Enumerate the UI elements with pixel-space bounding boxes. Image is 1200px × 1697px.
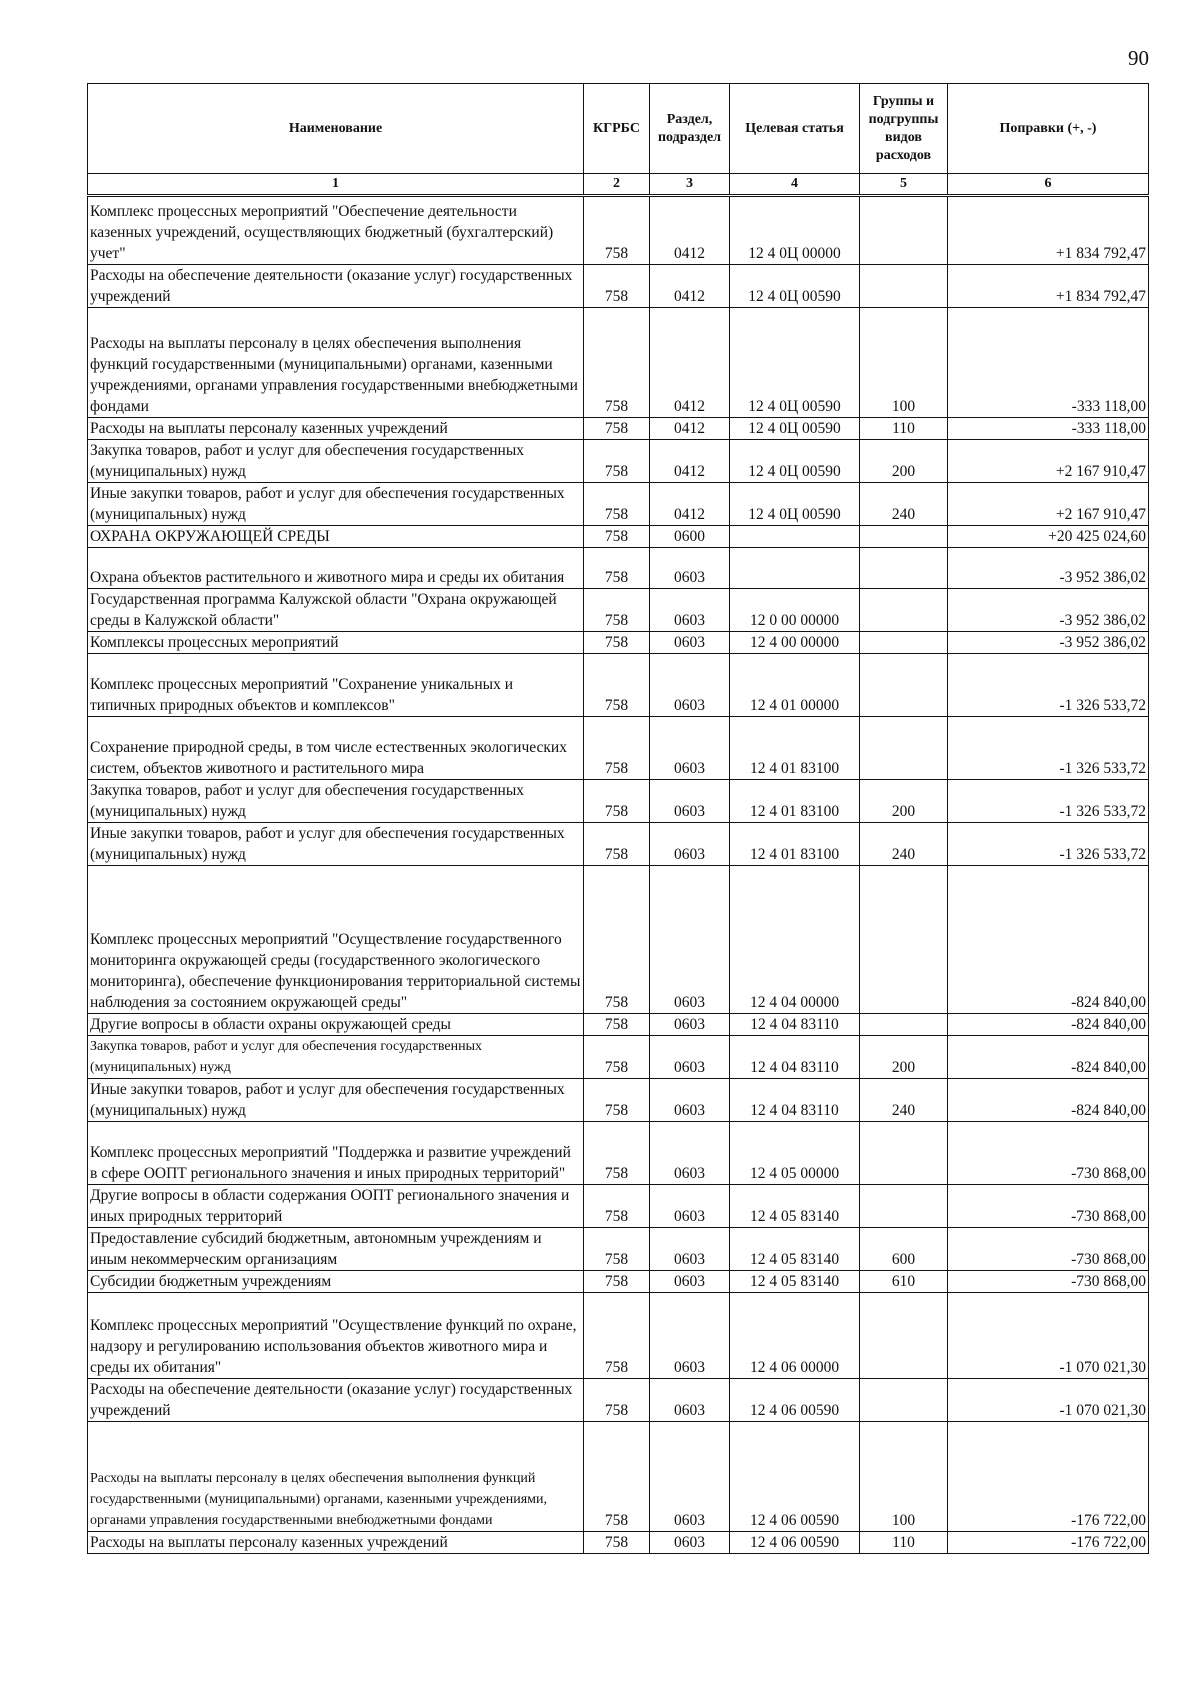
budget-amendments-table [87,83,1149,1554]
table-row [88,1014,1149,1036]
table-row [88,780,1149,823]
row-razdel-cell: 0603 [650,866,730,1014]
row-name-cell: Комплекс процессных мероприятий "Осуществление государственного мониторинга окружающей среды (государственного экологического мониторинга), обеспечение функционирования территориальной системы наблюдения за состоянием окружающей среды" [88,866,584,1014]
row-amount-cell: -176 722,00 [948,1422,1149,1532]
row-group-cell [860,1014,948,1036]
row-amount-cell: -3 952 386,02 [948,632,1149,654]
row-amount-cell: -730 868,00 [948,1271,1149,1293]
table-row [88,526,1149,548]
row-target-cell: 12 0 00 00000 [730,589,860,632]
row-amount-cell: +20 425 024,60 [948,526,1149,548]
table-row [88,265,1149,308]
row-group-cell: 200 [860,780,948,823]
table-row [88,1079,1149,1122]
row-target-cell: 12 4 06 00590 [730,1532,860,1554]
row-name-cell: Комплексы процессных мероприятий [88,632,584,654]
row-kgrbs-cell: 758 [584,1532,650,1554]
row-name-cell: Расходы на выплаты персоналу казенных учреждений [88,1532,584,1554]
row-amount-cell: -3 952 386,02 [948,589,1149,632]
row-amount-cell: -730 868,00 [948,1185,1149,1228]
row-group-cell [860,265,948,308]
table-row [88,589,1149,632]
row-razdel-cell: 0603 [650,1122,730,1185]
row-name-cell: Сохранение природной среды, в том числе естественных экологических систем, объектов животного и растительного мира [88,717,584,780]
row-group-cell [860,1185,948,1228]
row-razdel-cell: 0412 [650,418,730,440]
row-group-cell [860,654,948,717]
row-razdel-cell: 0603 [650,589,730,632]
row-razdel-cell: 0603 [650,654,730,717]
row-name-cell: Расходы на выплаты персоналу в целях обеспечения выполнения функций государственными (муниципальными) органами, казенными учреждениями, органами управления государственными внебюджетными фондами [88,308,584,418]
row-name-cell: Другие вопросы в области охраны окружающей среды [88,1014,584,1036]
row-razdel-cell: 0412 [650,308,730,418]
row-razdel-cell: 0603 [650,1271,730,1293]
row-kgrbs-cell: 758 [584,483,650,526]
table-row [88,418,1149,440]
row-amount-cell: -824 840,00 [948,1014,1149,1036]
row-name-cell: Комплекс процессных мероприятий "Поддержка и развитие учреждений в сфере ООПТ регионального значения и иных природных территорий" [88,1122,584,1185]
row-kgrbs-cell: 758 [584,196,650,265]
row-target-cell: 12 4 04 83110 [730,1079,860,1122]
row-amount-cell: -1 326 533,72 [948,717,1149,780]
col-header-kgrbs: КГРБС [584,84,650,174]
row-amount-cell: -333 118,00 [948,418,1149,440]
page-number: 90 [1128,46,1149,70]
row-target-cell: 12 4 01 83100 [730,823,860,866]
table-row [88,866,1149,1014]
table-row [88,654,1149,717]
row-group-cell: 610 [860,1271,948,1293]
row-razdel-cell: 0412 [650,265,730,308]
row-kgrbs-cell: 758 [584,1036,650,1079]
row-group-cell: 240 [860,1079,948,1122]
row-amount-cell: -333 118,00 [948,308,1149,418]
row-razdel-cell: 0603 [650,1532,730,1554]
row-amount-cell: -3 952 386,02 [948,548,1149,589]
row-razdel-cell: 0603 [650,823,730,866]
row-target-cell: 12 4 05 83140 [730,1228,860,1271]
row-kgrbs-cell: 758 [584,548,650,589]
column-number-row [88,174,1149,196]
row-razdel-cell: 0603 [650,780,730,823]
row-group-cell [860,1293,948,1379]
table-row [88,1293,1149,1379]
row-kgrbs-cell: 758 [584,265,650,308]
row-name-cell: Комплекс процессных мероприятий "Сохранение уникальных и типичных природных объектов и комплексов" [88,654,584,717]
col-header-groups: Группы и подгруппы видов расходов [860,84,948,174]
row-group-cell [860,526,948,548]
col-header-name: Наименование [88,84,584,174]
row-group-cell: 600 [860,1228,948,1271]
row-name-cell: Субсидии бюджетным учреждениям [88,1271,584,1293]
row-group-cell [860,589,948,632]
row-name-cell: Комплекс процессных мероприятий "Осуществление функций по охране, надзору и регулированию использования объектов животного мира и среды их обитания" [88,1293,584,1379]
row-kgrbs-cell: 758 [584,526,650,548]
row-name-cell: Охрана объектов растительного и животного мира и среды их обитания [88,548,584,589]
table-row [88,308,1149,418]
row-target-cell: 12 4 0Ц 00590 [730,418,860,440]
row-amount-cell: +1 834 792,47 [948,265,1149,308]
row-target-cell: 12 4 06 00590 [730,1379,860,1422]
row-target-cell: 12 4 0Ц 00590 [730,440,860,483]
row-group-cell [860,717,948,780]
row-kgrbs-cell: 758 [584,1185,650,1228]
row-name-cell: Иные закупки товаров, работ и услуг для обеспечения государственных (муниципальных) нужд [88,823,584,866]
row-group-cell [860,196,948,265]
row-razdel-cell: 0603 [650,632,730,654]
col-number: 2 [584,174,650,196]
row-name-cell: Расходы на обеспечение деятельности (оказание услуг) государственных учреждений [88,1379,584,1422]
row-kgrbs-cell: 758 [584,823,650,866]
row-group-cell: 200 [860,440,948,483]
row-group-cell [860,866,948,1014]
row-name-cell: Расходы на выплаты персоналу казенных учреждений [88,418,584,440]
row-group-cell: 110 [860,418,948,440]
row-kgrbs-cell: 758 [584,866,650,1014]
row-kgrbs-cell: 758 [584,1293,650,1379]
row-target-cell: 12 4 01 83100 [730,717,860,780]
row-amount-cell: -824 840,00 [948,1036,1149,1079]
row-target-cell: 12 4 0Ц 00590 [730,265,860,308]
row-kgrbs-cell: 758 [584,717,650,780]
table-row [88,1185,1149,1228]
row-name-cell: Расходы на выплаты персоналу в целях обеспечения выполнения функций государственными (муниципальными) органами, казенными учреждениями, органами управления государственными внебюджетными фондами [88,1422,584,1532]
row-razdel-cell: 0412 [650,196,730,265]
table-row [88,1228,1149,1271]
row-kgrbs-cell: 758 [584,1014,650,1036]
row-group-cell [860,1379,948,1422]
row-razdel-cell: 0412 [650,440,730,483]
row-name-cell: Закупка товаров, работ и услуг для обеспечения государственных (муниципальных) нужд [88,440,584,483]
row-kgrbs-cell: 758 [584,1379,650,1422]
table-row [88,1122,1149,1185]
row-target-cell: 12 4 0Ц 00590 [730,308,860,418]
row-amount-cell: -730 868,00 [948,1122,1149,1185]
row-amount-cell: -824 840,00 [948,1079,1149,1122]
row-kgrbs-cell: 758 [584,1122,650,1185]
table-row [88,823,1149,866]
row-razdel-cell: 0603 [650,1379,730,1422]
row-target-cell [730,526,860,548]
row-target-cell: 12 4 04 83110 [730,1014,860,1036]
row-kgrbs-cell: 758 [584,1079,650,1122]
row-razdel-cell: 0603 [650,548,730,589]
row-name-cell: ОХРАНА ОКРУЖАЮЩЕЙ СРЕДЫ [88,526,584,548]
col-number: 4 [730,174,860,196]
row-kgrbs-cell: 758 [584,308,650,418]
row-name-cell: Предоставление субсидий бюджетным, автономным учреждениям и иным некоммерческим организациям [88,1228,584,1271]
table-row [88,1379,1149,1422]
row-target-cell: 12 4 0Ц 00590 [730,483,860,526]
row-razdel-cell: 0603 [650,1185,730,1228]
row-target-cell: 12 4 01 83100 [730,780,860,823]
col-header-amendments: Поправки (+, -) [948,84,1149,174]
row-kgrbs-cell: 758 [584,589,650,632]
row-amount-cell: -1 070 021,30 [948,1379,1149,1422]
row-razdel-cell: 0412 [650,483,730,526]
row-group-cell: 110 [860,1532,948,1554]
table-row [88,196,1149,265]
row-target-cell: 12 4 06 00000 [730,1293,860,1379]
row-group-cell [860,632,948,654]
row-group-cell: 200 [860,1036,948,1079]
row-target-cell: 12 4 06 00590 [730,1422,860,1532]
col-number: 5 [860,174,948,196]
table-row [88,1036,1149,1079]
row-kgrbs-cell: 758 [584,1422,650,1532]
row-razdel-cell: 0603 [650,1036,730,1079]
row-kgrbs-cell: 758 [584,632,650,654]
row-amount-cell: -1 326 533,72 [948,780,1149,823]
row-group-cell: 240 [860,483,948,526]
row-razdel-cell: 0603 [650,1014,730,1036]
col-number: 6 [948,174,1149,196]
row-group-cell [860,1122,948,1185]
row-razdel-cell: 0603 [650,717,730,780]
table-row [88,440,1149,483]
row-name-cell: Иные закупки товаров, работ и услуг для обеспечения государственных (муниципальных) нужд [88,483,584,526]
row-kgrbs-cell: 758 [584,780,650,823]
table-row [88,1422,1149,1532]
row-amount-cell: -1 326 533,72 [948,823,1149,866]
row-name-cell: Государственная программа Калужской области "Охрана окружающей среды в Калужской области" [88,589,584,632]
row-amount-cell: -1 326 533,72 [948,654,1149,717]
col-number: 3 [650,174,730,196]
row-target-cell: 12 4 0Ц 00000 [730,196,860,265]
row-target-cell: 12 4 00 00000 [730,632,860,654]
row-kgrbs-cell: 758 [584,1271,650,1293]
row-kgrbs-cell: 758 [584,1228,650,1271]
row-razdel-cell: 0603 [650,1422,730,1532]
row-kgrbs-cell: 758 [584,418,650,440]
table-row [88,632,1149,654]
row-razdel-cell: 0603 [650,1079,730,1122]
row-amount-cell: -824 840,00 [948,866,1149,1014]
row-name-cell: Расходы на обеспечение деятельности (оказание услуг) государственных учреждений [88,265,584,308]
row-razdel-cell: 0603 [650,1228,730,1271]
table-row [88,483,1149,526]
row-amount-cell: +2 167 910,47 [948,440,1149,483]
row-target-cell: 12 4 04 83110 [730,1036,860,1079]
col-header-razdel: Раздел, подраздел [650,84,730,174]
row-group-cell: 100 [860,308,948,418]
row-group-cell: 240 [860,823,948,866]
row-kgrbs-cell: 758 [584,654,650,717]
row-kgrbs-cell: 758 [584,440,650,483]
row-group-cell: 100 [860,1422,948,1532]
row-amount-cell: +2 167 910,47 [948,483,1149,526]
table-row [88,1532,1149,1554]
row-amount-cell: +1 834 792,47 [948,196,1149,265]
row-amount-cell: -176 722,00 [948,1532,1149,1554]
row-razdel-cell: 0603 [650,1293,730,1379]
row-target-cell: 12 4 05 83140 [730,1185,860,1228]
row-name-cell: Закупка товаров, работ и услуг для обеспечения государственных (муниципальных) нужд [88,1036,584,1079]
table-row [88,1271,1149,1293]
row-razdel-cell: 0600 [650,526,730,548]
col-number: 1 [88,174,584,196]
table-row [88,717,1149,780]
table-row [88,548,1149,589]
row-amount-cell: -1 070 021,30 [948,1293,1149,1379]
row-name-cell: Иные закупки товаров, работ и услуг для обеспечения государственных (муниципальных) нужд [88,1079,584,1122]
row-name-cell: Закупка товаров, работ и услуг для обеспечения государственных (муниципальных) нужд [88,780,584,823]
row-group-cell [860,548,948,589]
row-name-cell: Комплекс процессных мероприятий "Обеспечение деятельности казенных учреждений, осуществляющих бюджетный (бухгалтерский) учет" [88,196,584,265]
row-target-cell [730,548,860,589]
col-header-target: Целевая статья [730,84,860,174]
row-target-cell: 12 4 05 00000 [730,1122,860,1185]
row-target-cell: 12 4 04 00000 [730,866,860,1014]
table-header-row [88,84,1149,174]
row-name-cell: Другие вопросы в области содержания ООПТ регионального значения и иных природных территорий [88,1185,584,1228]
row-target-cell: 12 4 05 83140 [730,1271,860,1293]
row-target-cell: 12 4 01 00000 [730,654,860,717]
row-amount-cell: -730 868,00 [948,1228,1149,1271]
